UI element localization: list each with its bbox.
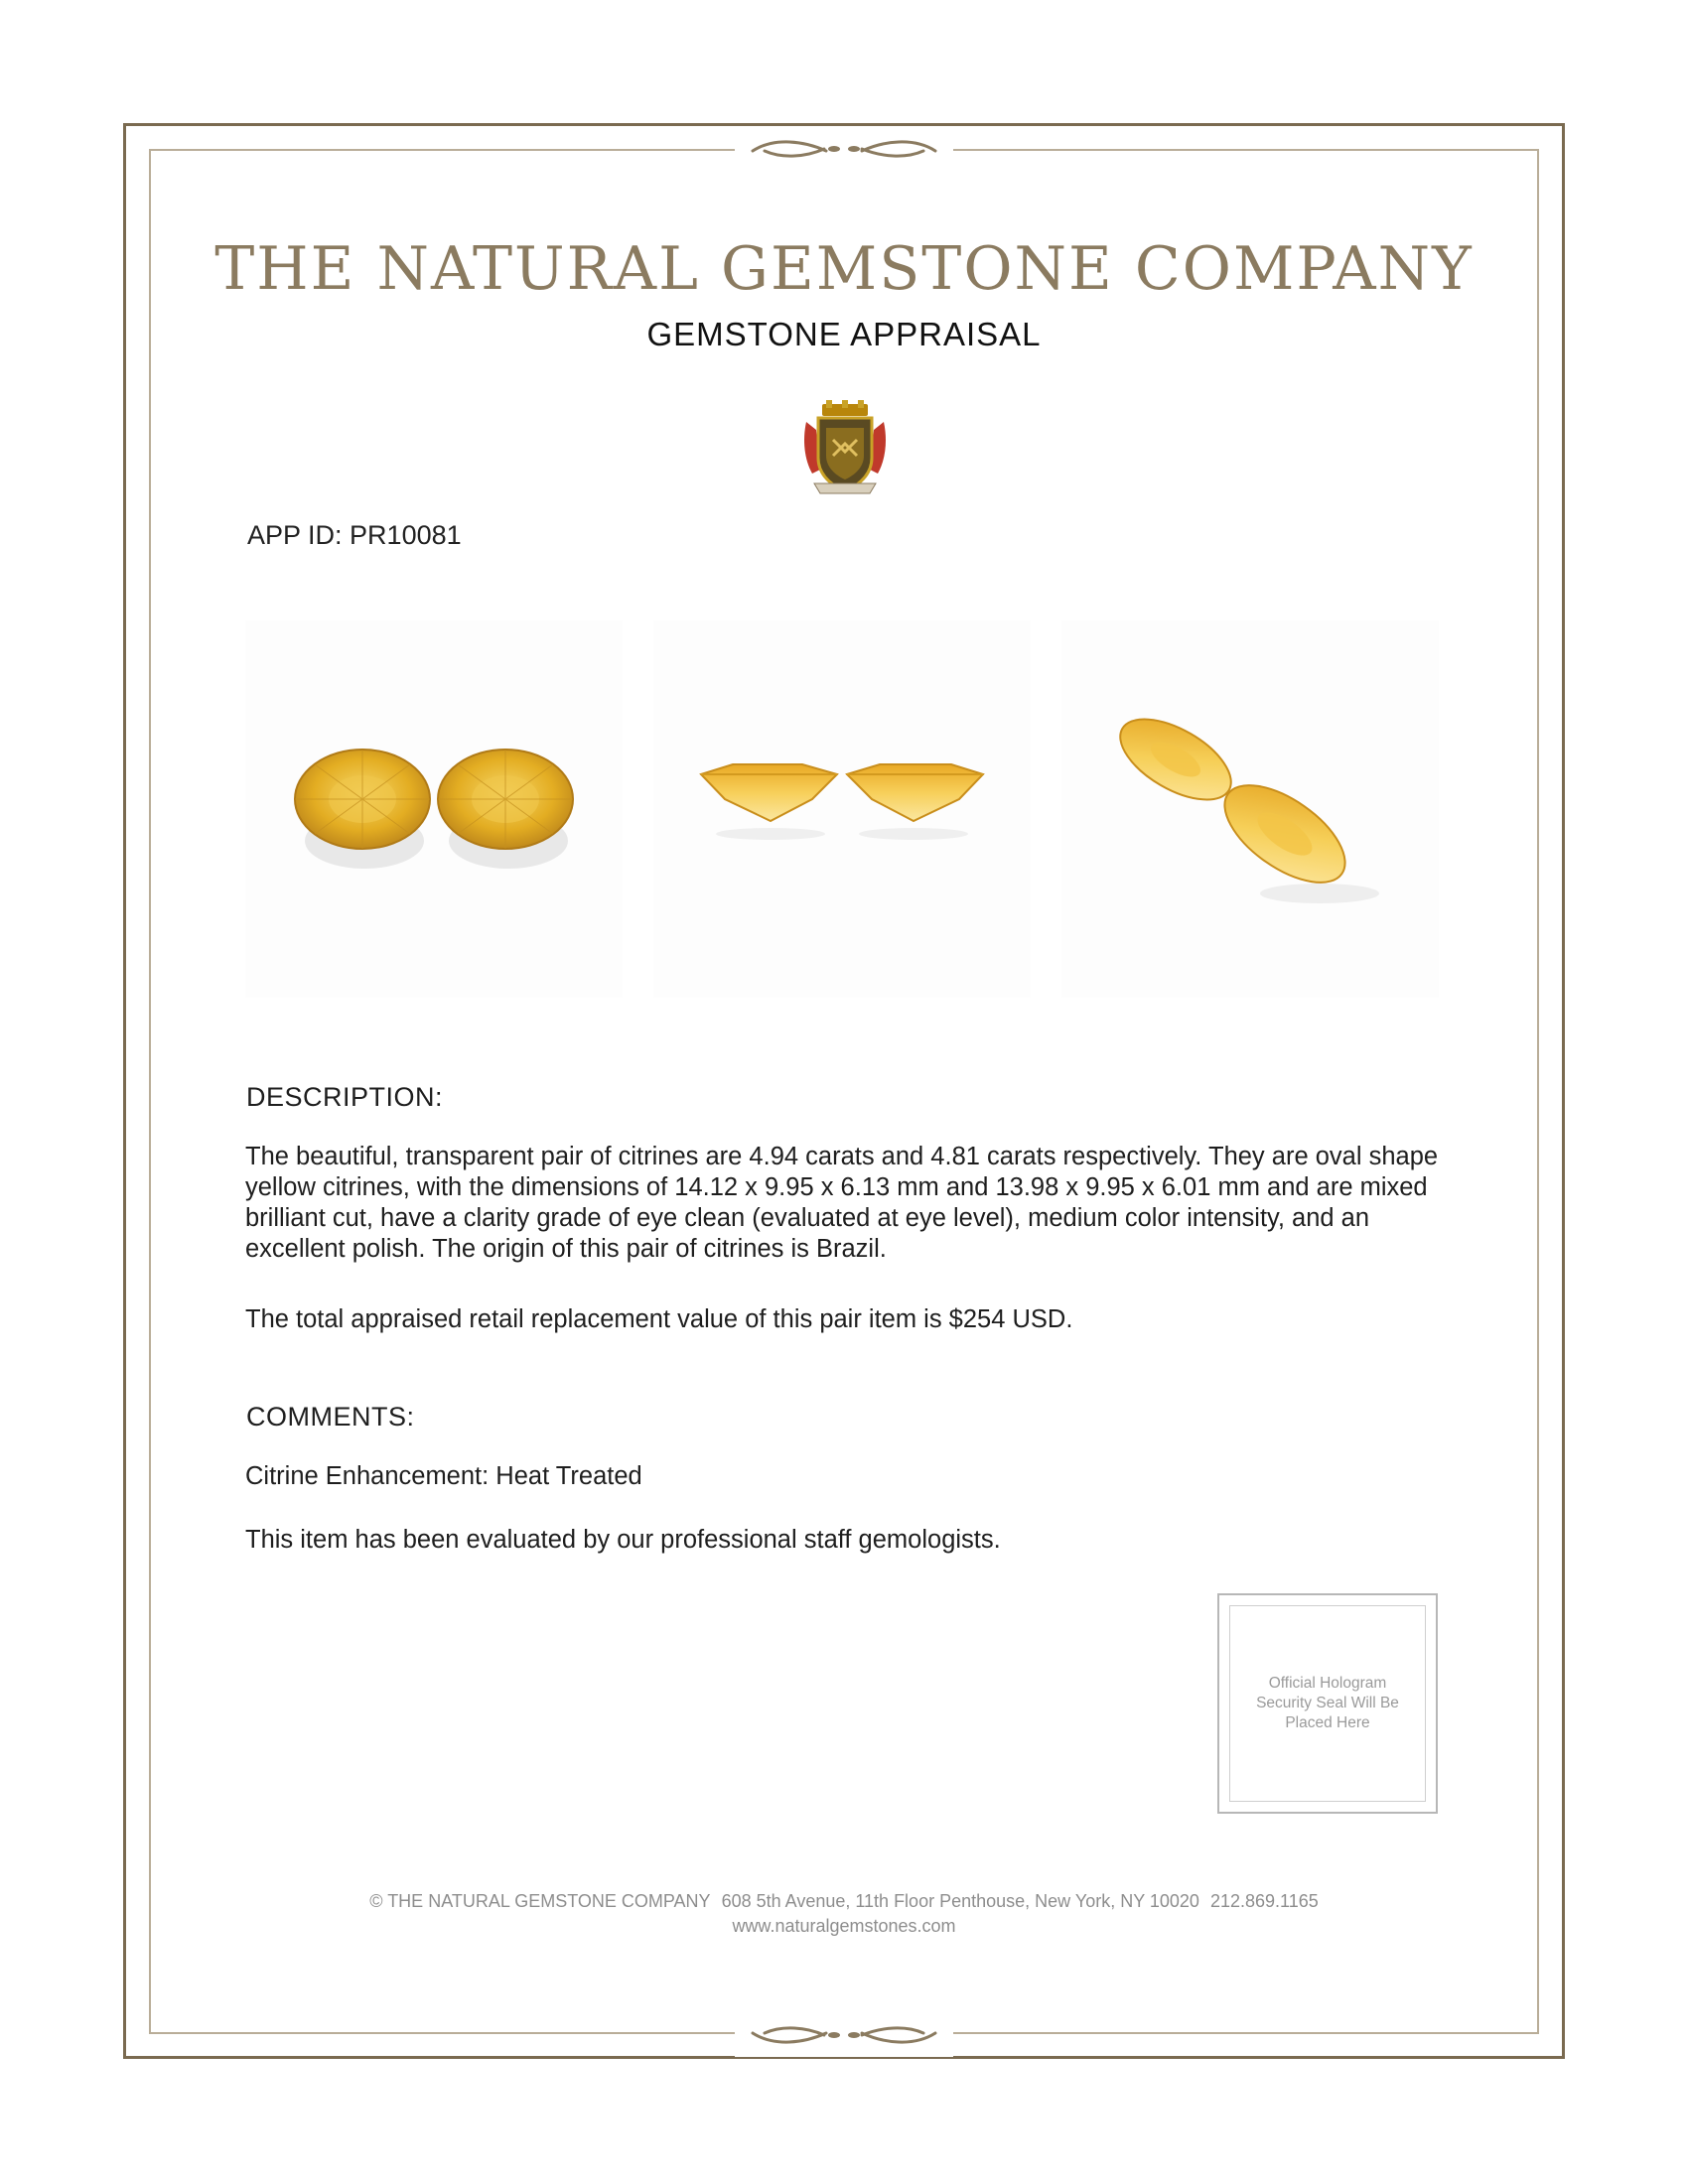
appraised-value-text: The total appraised retail replacement value of this pair item is $254 USD. (245, 1305, 1073, 1333)
top-flourish-ornament (735, 127, 953, 171)
hologram-seal-placeholder (1217, 1593, 1438, 1814)
hologram-seal-inner-border (1229, 1605, 1426, 1802)
comments-heading: COMMENTS: (246, 1402, 415, 1432)
footer-contact (149, 1891, 1539, 1912)
gemstone-photo-top-view (245, 620, 623, 998)
seal-placeholder-text: Official Hologram Security Seal Will Be Placed Here (1256, 1675, 1399, 1731)
footer-address: 608 5th Avenue, 11th Floor Penthouse, New York, NY 10020 (721, 1891, 1199, 1911)
description-heading: DESCRIPTION: (246, 1082, 444, 1112)
enhancement-text: Citrine Enhancement: Heat Treated (245, 1462, 642, 1490)
appraisal-id: APP ID: PR10081 (247, 520, 462, 550)
bottom-flourish-ornament (735, 2013, 953, 2057)
heraldic-crest-icon (800, 400, 890, 499)
document-title: GEMSTONE APPRAISAL (646, 316, 1042, 352)
description-text: The beautiful, transparent pair of citrines are 4.94 carats and 4.81 carats respectively. They are oval shape yellow citrines, with the dimensions of 14.12 x 9.95 x 6.13 mm and 13.98 x 9.95 x 6.01 mm and are mixed brilliant cut, have a clarity grade of eye clean (evaluated at eye level), medium color intensity, and an excellent polish. The origin of this pair of citrines is Brazil. (245, 1143, 1439, 1263)
footer-copyright: © THE NATURAL GEMSTONE COMPANY (369, 1891, 711, 1911)
gemstone-photo-side-view (653, 620, 1031, 998)
footer-website[interactable]: www.naturalgemstones.com (732, 1916, 956, 1936)
evaluation-text: This item has been evaluated by our professional staff gemologists. (245, 1526, 1001, 1554)
footer-phone: 212.869.1165 (1209, 1891, 1319, 1911)
company-name: THE NATURAL GEMSTONE COMPANY (214, 234, 1474, 304)
gemstone-photo-angled-view (1061, 620, 1439, 998)
